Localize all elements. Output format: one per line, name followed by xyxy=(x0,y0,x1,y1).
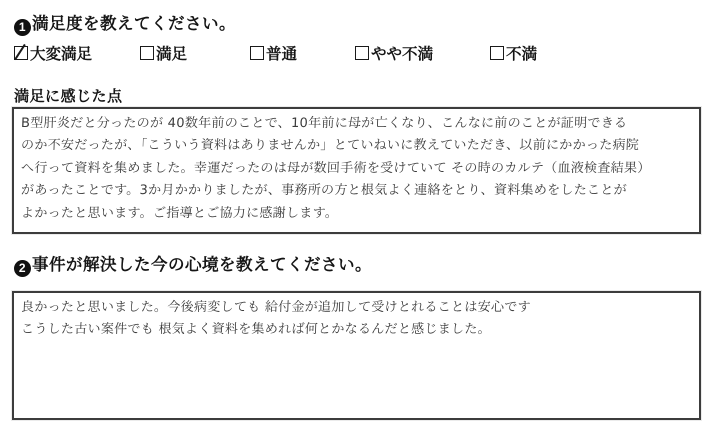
option-somewhat-dissatisfied-label: やや不満 xyxy=(371,46,434,63)
answer-box-feelings[interactable] xyxy=(12,291,701,420)
checkbox-satisfied[interactable] xyxy=(140,46,154,60)
option-very-satisfied-label: 大変満足 xyxy=(30,46,93,63)
handwritten-line: のか不安だったが、「こういう資料はありませんか」とていねいに教えていただき、以前にかかった病院 xyxy=(20,138,640,154)
handwritten-line: があったことです。3か月かかりましたが、事務所の方と根気よく連絡をとり、資料集めをしたことが xyxy=(20,183,628,199)
checkbox-somewhat-dissatisfied[interactable] xyxy=(355,46,369,60)
question-2-text: 事件が解決した今の心境を教えてください。 xyxy=(32,255,372,274)
question-1-title xyxy=(14,10,236,36)
option-dissatisfied-label: 不満 xyxy=(506,46,538,63)
option-neutral-label: 普通 xyxy=(266,46,298,63)
option-satisfied-label: 満足 xyxy=(156,46,188,63)
question-2-number-badge: 2 xyxy=(14,260,31,277)
checkbox-very-satisfied[interactable] xyxy=(14,46,28,60)
answer-box-satisfaction[interactable] xyxy=(12,107,701,234)
question-1-number-badge: 1 xyxy=(14,19,31,36)
option-neutral[interactable] xyxy=(250,42,297,64)
handwritten-line: こうした古い案件でも 根気よく資料を集めれば何とかなるんだと感じました。 xyxy=(20,322,492,338)
handwritten-line: へ行って資料を集めました。幸運だったのは母が数回手術を受けていて その時のカルテ（血液検査結果） xyxy=(20,160,651,176)
handwritten-line: よかったと思います。ご指導とご協力に感謝します。 xyxy=(20,205,339,221)
checkbox-dissatisfied[interactable] xyxy=(490,46,504,60)
option-very-satisfied[interactable] xyxy=(14,42,92,64)
handwritten-line: 良かったと思いました。今後病変しても 給付金が追加して受けとれることは安心です xyxy=(20,300,532,315)
question-2-title xyxy=(14,251,372,277)
question-1-text: 満足度を教えてください。 xyxy=(32,14,236,33)
handwritten-line: B型肝炎だと分ったのが 40数年前のことで、10年前に母が亡くなり、こんなに前のことが証明できる xyxy=(20,116,628,131)
option-satisfied[interactable] xyxy=(140,42,187,64)
option-somewhat-dissatisfied[interactable] xyxy=(355,42,433,64)
checkbox-neutral[interactable] xyxy=(250,46,264,60)
option-dissatisfied[interactable] xyxy=(490,42,537,64)
satisfaction-points-label: 満足に感じた点 xyxy=(14,89,123,105)
satisfaction-options-row xyxy=(14,42,704,64)
